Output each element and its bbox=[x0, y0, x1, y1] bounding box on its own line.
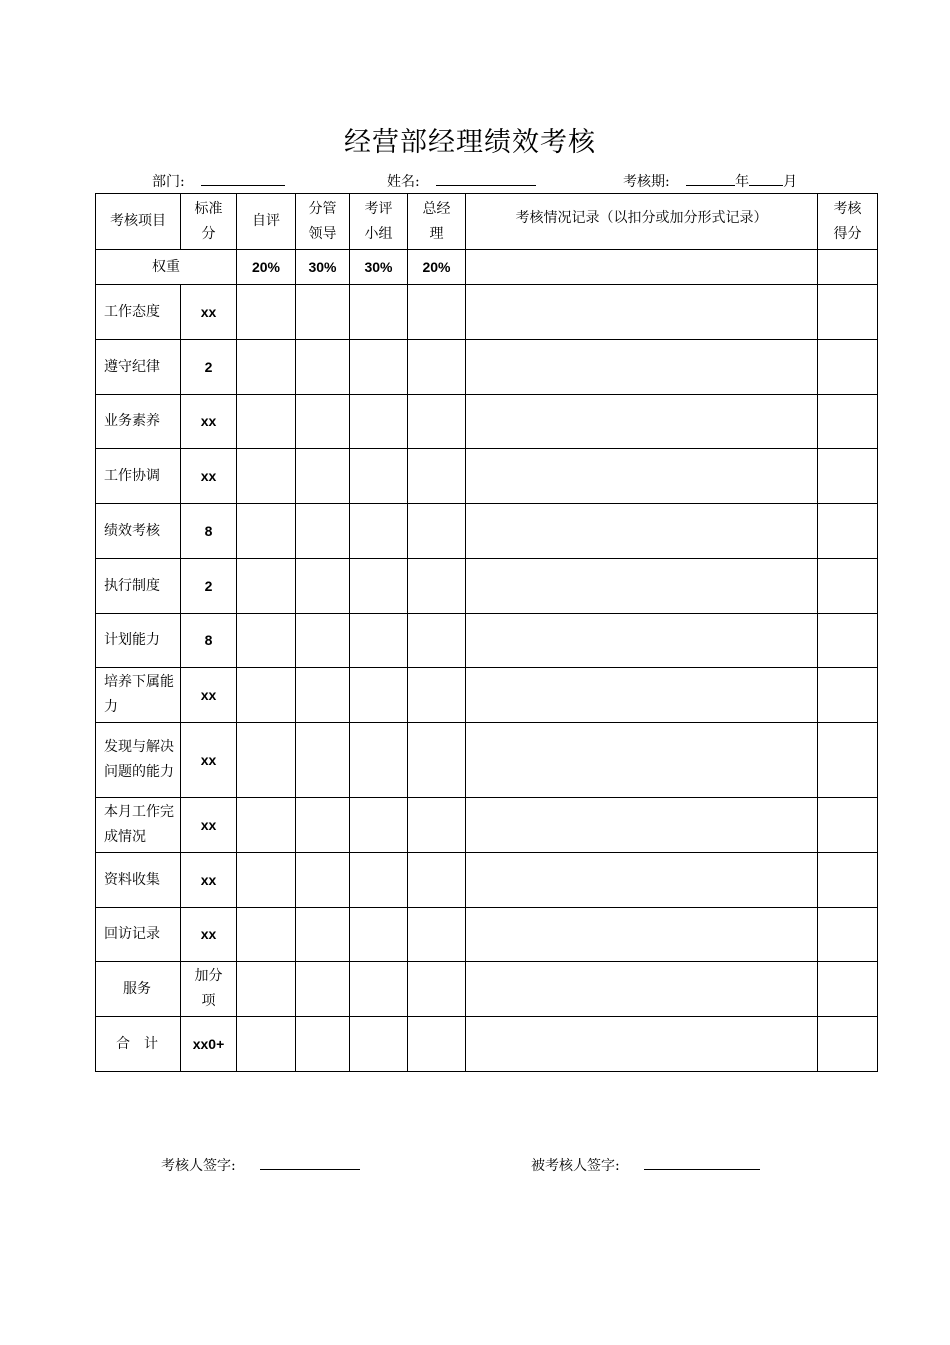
row-score-cell[interactable] bbox=[818, 798, 878, 853]
weight-record-cell[interactable] bbox=[466, 250, 818, 285]
row-group-cell[interactable] bbox=[350, 395, 408, 449]
row-leader-cell[interactable] bbox=[296, 908, 350, 962]
row-gm-cell[interactable] bbox=[408, 908, 466, 962]
row-score-cell[interactable] bbox=[818, 723, 878, 798]
row-score-cell[interactable] bbox=[818, 395, 878, 449]
header-row bbox=[96, 194, 878, 250]
row-leader-cell[interactable] bbox=[296, 853, 350, 908]
department-field bbox=[152, 171, 285, 191]
row-standard: 加分项 bbox=[181, 962, 237, 1017]
row-item: 发现与解决问题的能力 bbox=[96, 723, 181, 798]
row-record-cell[interactable] bbox=[466, 1017, 818, 1072]
row-item: 遵守纪律 bbox=[96, 340, 181, 395]
row-item: 合 计 bbox=[96, 1017, 181, 1072]
header-score: 考核得分 bbox=[818, 194, 878, 250]
row-leader-cell[interactable] bbox=[296, 559, 350, 614]
year-label: 年 bbox=[735, 174, 750, 190]
row-record-cell[interactable] bbox=[466, 853, 818, 908]
table-body bbox=[96, 285, 878, 1072]
row-leader-cell[interactable] bbox=[296, 962, 350, 1017]
row-score-cell[interactable] bbox=[818, 668, 878, 723]
period-label: 考核期: bbox=[623, 174, 670, 190]
row-score-cell[interactable] bbox=[818, 285, 878, 340]
row-standard: xx bbox=[181, 723, 237, 798]
assessment-table bbox=[95, 193, 878, 1072]
row-standard: 8 bbox=[181, 614, 237, 668]
header-item: 考核项目 bbox=[96, 194, 181, 250]
row-group-cell[interactable] bbox=[350, 853, 408, 908]
row-score-cell[interactable] bbox=[818, 1017, 878, 1072]
row-leader-cell[interactable] bbox=[296, 668, 350, 723]
row-score-cell[interactable] bbox=[818, 614, 878, 668]
row-leader-cell[interactable] bbox=[296, 1017, 350, 1072]
assessor-signature-blank[interactable] bbox=[260, 1156, 360, 1170]
row-item: 业务素养 bbox=[96, 395, 181, 449]
assessee-label: 被考核人签字: bbox=[531, 1158, 620, 1174]
weight-gm: 20% bbox=[408, 250, 466, 285]
row-leader-cell[interactable] bbox=[296, 798, 350, 853]
row-group-cell[interactable] bbox=[350, 1017, 408, 1072]
row-self-cell[interactable] bbox=[237, 559, 296, 614]
row-gm-cell[interactable] bbox=[408, 1017, 466, 1072]
assessor-signature bbox=[161, 1155, 360, 1175]
row-group-cell[interactable] bbox=[350, 962, 408, 1017]
row-leader-cell[interactable] bbox=[296, 340, 350, 395]
row-item: 绩效考核 bbox=[96, 504, 181, 559]
assessee-signature-blank[interactable] bbox=[644, 1156, 760, 1170]
month-blank[interactable] bbox=[749, 172, 783, 186]
table-row bbox=[96, 723, 878, 798]
row-item: 培养下属能力 bbox=[96, 668, 181, 723]
row-standard: xx bbox=[181, 395, 237, 449]
row-self-cell[interactable] bbox=[237, 1017, 296, 1072]
row-group-cell[interactable] bbox=[350, 614, 408, 668]
row-item: 工作态度 bbox=[96, 285, 181, 340]
row-self-cell[interactable] bbox=[237, 798, 296, 853]
row-leader-cell[interactable] bbox=[296, 285, 350, 340]
row-item: 资料收集 bbox=[96, 853, 181, 908]
table-row bbox=[96, 285, 878, 340]
row-group-cell[interactable] bbox=[350, 504, 408, 559]
row-gm-cell[interactable] bbox=[408, 853, 466, 908]
table-row bbox=[96, 504, 878, 559]
row-gm-cell[interactable] bbox=[408, 614, 466, 668]
weight-score-cell[interactable] bbox=[818, 250, 878, 285]
month-label: 月 bbox=[783, 174, 798, 190]
table-row bbox=[96, 853, 878, 908]
row-standard: xx bbox=[181, 668, 237, 723]
table-row bbox=[96, 1017, 878, 1072]
row-group-cell[interactable] bbox=[350, 668, 408, 723]
row-record-cell[interactable] bbox=[466, 395, 818, 449]
assessor-label: 考核人签字: bbox=[161, 1158, 236, 1174]
page-title: 经营部经理绩效考核 bbox=[344, 127, 596, 158]
row-gm-cell[interactable] bbox=[408, 559, 466, 614]
row-item: 服务 bbox=[96, 962, 181, 1017]
row-score-cell[interactable] bbox=[818, 908, 878, 962]
row-standard: xx bbox=[181, 798, 237, 853]
row-leader-cell[interactable] bbox=[296, 504, 350, 559]
name-label: 姓名: bbox=[387, 174, 420, 190]
row-group-cell[interactable] bbox=[350, 723, 408, 798]
row-self-cell[interactable] bbox=[237, 395, 296, 449]
table-row bbox=[96, 559, 878, 614]
row-group-cell[interactable] bbox=[350, 559, 408, 614]
row-score-cell[interactable] bbox=[818, 962, 878, 1017]
row-gm-cell[interactable] bbox=[408, 962, 466, 1017]
row-self-cell[interactable] bbox=[237, 853, 296, 908]
assessee-signature bbox=[531, 1155, 760, 1175]
row-record-cell[interactable] bbox=[466, 962, 818, 1017]
row-gm-cell[interactable] bbox=[408, 340, 466, 395]
row-gm-cell[interactable] bbox=[408, 798, 466, 853]
row-self-cell[interactable] bbox=[237, 340, 296, 395]
header-self: 自评 bbox=[237, 194, 296, 250]
row-gm-cell[interactable] bbox=[408, 723, 466, 798]
row-standard: xx bbox=[181, 285, 237, 340]
row-record-cell[interactable] bbox=[466, 504, 818, 559]
year-blank[interactable] bbox=[686, 172, 735, 186]
table-row bbox=[96, 798, 878, 853]
table-row bbox=[96, 395, 878, 449]
weight-group: 30% bbox=[350, 250, 408, 285]
name-blank[interactable] bbox=[436, 172, 536, 186]
header-record: 考核情况记录（以扣分或加分形式记录） bbox=[466, 194, 818, 250]
row-standard: 2 bbox=[181, 340, 237, 395]
row-score-cell[interactable] bbox=[818, 340, 878, 395]
table-row bbox=[96, 614, 878, 668]
row-item: 工作协调 bbox=[96, 449, 181, 504]
row-gm-cell[interactable] bbox=[408, 668, 466, 723]
name-field bbox=[387, 171, 536, 191]
table-row bbox=[96, 449, 878, 504]
table-row bbox=[96, 962, 878, 1017]
row-item: 本月工作完成情况 bbox=[96, 798, 181, 853]
row-record-cell[interactable] bbox=[466, 285, 818, 340]
weight-self: 20% bbox=[237, 250, 296, 285]
row-gm-cell[interactable] bbox=[408, 449, 466, 504]
row-record-cell[interactable] bbox=[466, 449, 818, 504]
row-group-cell[interactable] bbox=[350, 449, 408, 504]
row-group-cell[interactable] bbox=[350, 798, 408, 853]
row-item: 回访记录 bbox=[96, 908, 181, 962]
header-leader: 分管领导 bbox=[296, 194, 350, 250]
weight-leader: 30% bbox=[296, 250, 350, 285]
row-leader-cell[interactable] bbox=[296, 449, 350, 504]
row-score-cell[interactable] bbox=[818, 504, 878, 559]
row-self-cell[interactable] bbox=[237, 908, 296, 962]
row-standard: xx bbox=[181, 908, 237, 962]
row-self-cell[interactable] bbox=[237, 504, 296, 559]
table-row bbox=[96, 340, 878, 395]
row-gm-cell[interactable] bbox=[408, 395, 466, 449]
row-self-cell[interactable] bbox=[237, 962, 296, 1017]
row-group-cell[interactable] bbox=[350, 908, 408, 962]
period-field bbox=[623, 171, 797, 191]
row-standard: xx0+ bbox=[181, 1017, 237, 1072]
row-self-cell[interactable] bbox=[237, 723, 296, 798]
row-gm-cell[interactable] bbox=[408, 285, 466, 340]
row-group-cell[interactable] bbox=[350, 340, 408, 395]
header-gm: 总经理 bbox=[408, 194, 466, 250]
row-self-cell[interactable] bbox=[237, 668, 296, 723]
row-standard: 2 bbox=[181, 559, 237, 614]
row-record-cell[interactable] bbox=[466, 798, 818, 853]
row-leader-cell[interactable] bbox=[296, 614, 350, 668]
row-record-cell[interactable] bbox=[466, 340, 818, 395]
department-blank[interactable] bbox=[201, 172, 285, 186]
row-score-cell[interactable] bbox=[818, 449, 878, 504]
header-standard: 标准分 bbox=[181, 194, 237, 250]
row-record-cell[interactable] bbox=[466, 668, 818, 723]
row-self-cell[interactable] bbox=[237, 285, 296, 340]
row-gm-cell[interactable] bbox=[408, 504, 466, 559]
table-row bbox=[96, 908, 878, 962]
weight-label: 权重 bbox=[96, 250, 237, 285]
row-score-cell[interactable] bbox=[818, 853, 878, 908]
row-leader-cell[interactable] bbox=[296, 395, 350, 449]
header-group: 考评小组 bbox=[350, 194, 408, 250]
row-leader-cell[interactable] bbox=[296, 723, 350, 798]
row-standard: 8 bbox=[181, 504, 237, 559]
row-score-cell[interactable] bbox=[818, 559, 878, 614]
row-record-cell[interactable] bbox=[466, 614, 818, 668]
weight-row bbox=[96, 250, 878, 285]
row-record-cell[interactable] bbox=[466, 908, 818, 962]
table-row bbox=[96, 668, 878, 723]
row-item: 计划能力 bbox=[96, 614, 181, 668]
row-record-cell[interactable] bbox=[466, 723, 818, 798]
row-item: 执行制度 bbox=[96, 559, 181, 614]
row-record-cell[interactable] bbox=[466, 559, 818, 614]
department-label: 部门: bbox=[152, 174, 185, 190]
row-self-cell[interactable] bbox=[237, 614, 296, 668]
row-standard: xx bbox=[181, 853, 237, 908]
row-self-cell[interactable] bbox=[237, 449, 296, 504]
row-standard: xx bbox=[181, 449, 237, 504]
row-group-cell[interactable] bbox=[350, 285, 408, 340]
